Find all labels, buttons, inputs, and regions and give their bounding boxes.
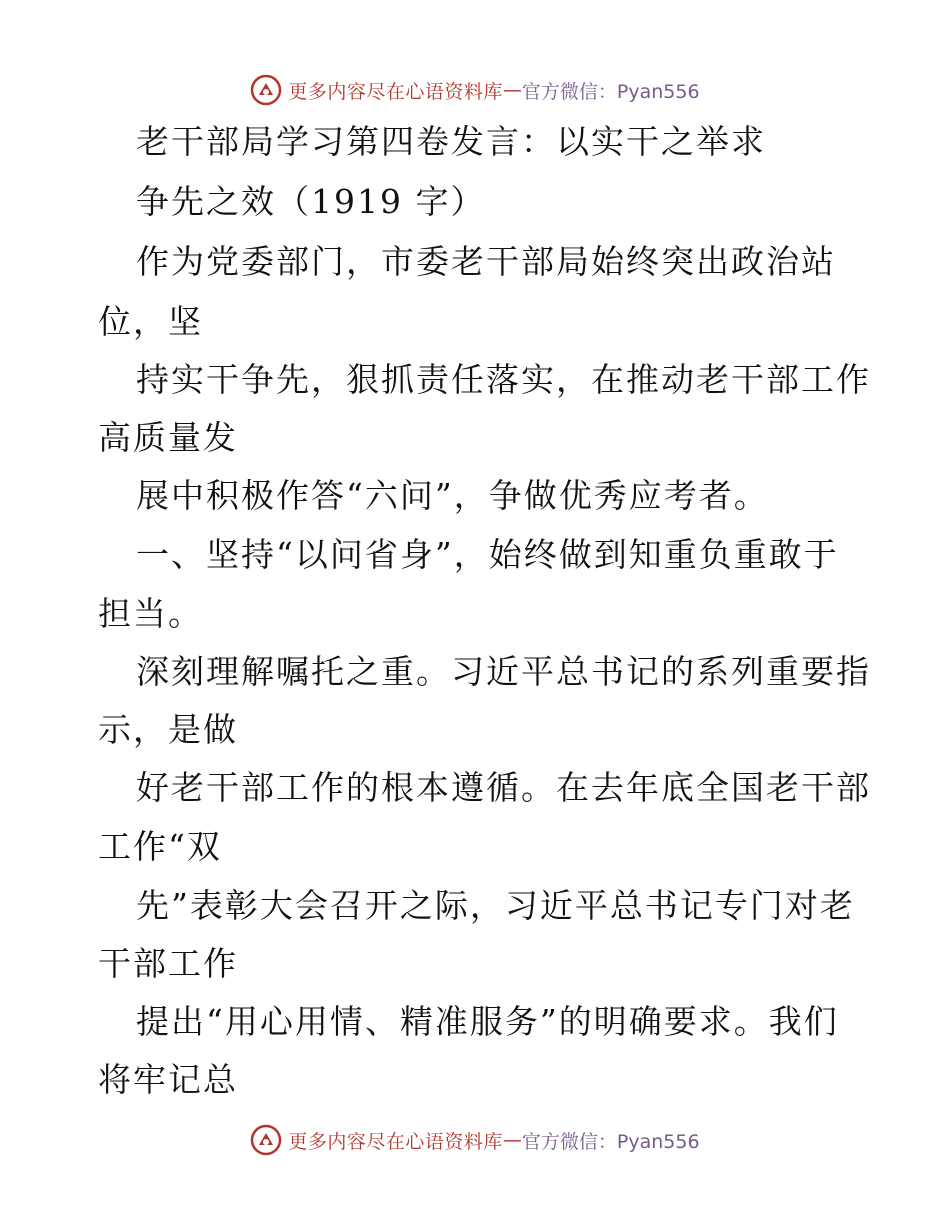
doc-line-9: 担当。 bbox=[98, 594, 203, 633]
doc-line-13: 工作“双 bbox=[98, 827, 222, 866]
doc-line-6: 高质量发 bbox=[98, 418, 238, 457]
doc-line-12: 好老干部工作的根本遵循。在去年底全国老干部 bbox=[136, 768, 871, 807]
seal-logo-icon bbox=[250, 1124, 282, 1156]
doc-line-2: 争先之效（1919 字） bbox=[136, 182, 486, 221]
header-watermark bbox=[0, 70, 950, 110]
doc-line-11: 示，是做 bbox=[98, 710, 238, 749]
watermark-brand: 更多内容尽在心语资料库 bbox=[288, 1130, 503, 1153]
watermark-contact: 官方微信：Pyan556 bbox=[521, 1130, 700, 1153]
watermark-brand: 更多内容尽在心语资料库 bbox=[288, 80, 503, 103]
watermark-separator: — bbox=[502, 79, 522, 101]
doc-line-10: 深刻理解嘱托之重。习近平总书记的系列重要指 bbox=[136, 652, 871, 691]
doc-line-7: 展中积极作答“六问”，争做优秀应考者。 bbox=[136, 476, 769, 515]
watermark-separator: — bbox=[502, 1129, 522, 1151]
doc-line-15: 干部工作 bbox=[98, 944, 238, 983]
doc-line-5: 持实干争先，狠抓责任落实，在推动老干部工作 bbox=[136, 360, 871, 399]
doc-line-17: 将牢记总 bbox=[98, 1060, 238, 1099]
doc-line-16: 提出“用心用情、精准服务”的明确要求。我们 bbox=[136, 1002, 839, 1041]
doc-line-14: 先”表彰大会召开之际，习近平总书记专门对老 bbox=[136, 886, 855, 925]
footer-watermark bbox=[0, 1120, 950, 1160]
doc-line-1: 老干部局学习第四卷发言：以实干之举求 bbox=[136, 122, 766, 161]
doc-line-4: 位，坚 bbox=[98, 302, 203, 341]
seal-logo-icon bbox=[250, 74, 282, 106]
doc-line-3: 作为党委部门，市委老干部局始终突出政治站 bbox=[136, 242, 836, 281]
watermark-contact: 官方微信：Pyan556 bbox=[521, 80, 700, 103]
doc-line-8: 一、坚持“以问省身”，始终做到知重负重敢于 bbox=[136, 535, 839, 574]
